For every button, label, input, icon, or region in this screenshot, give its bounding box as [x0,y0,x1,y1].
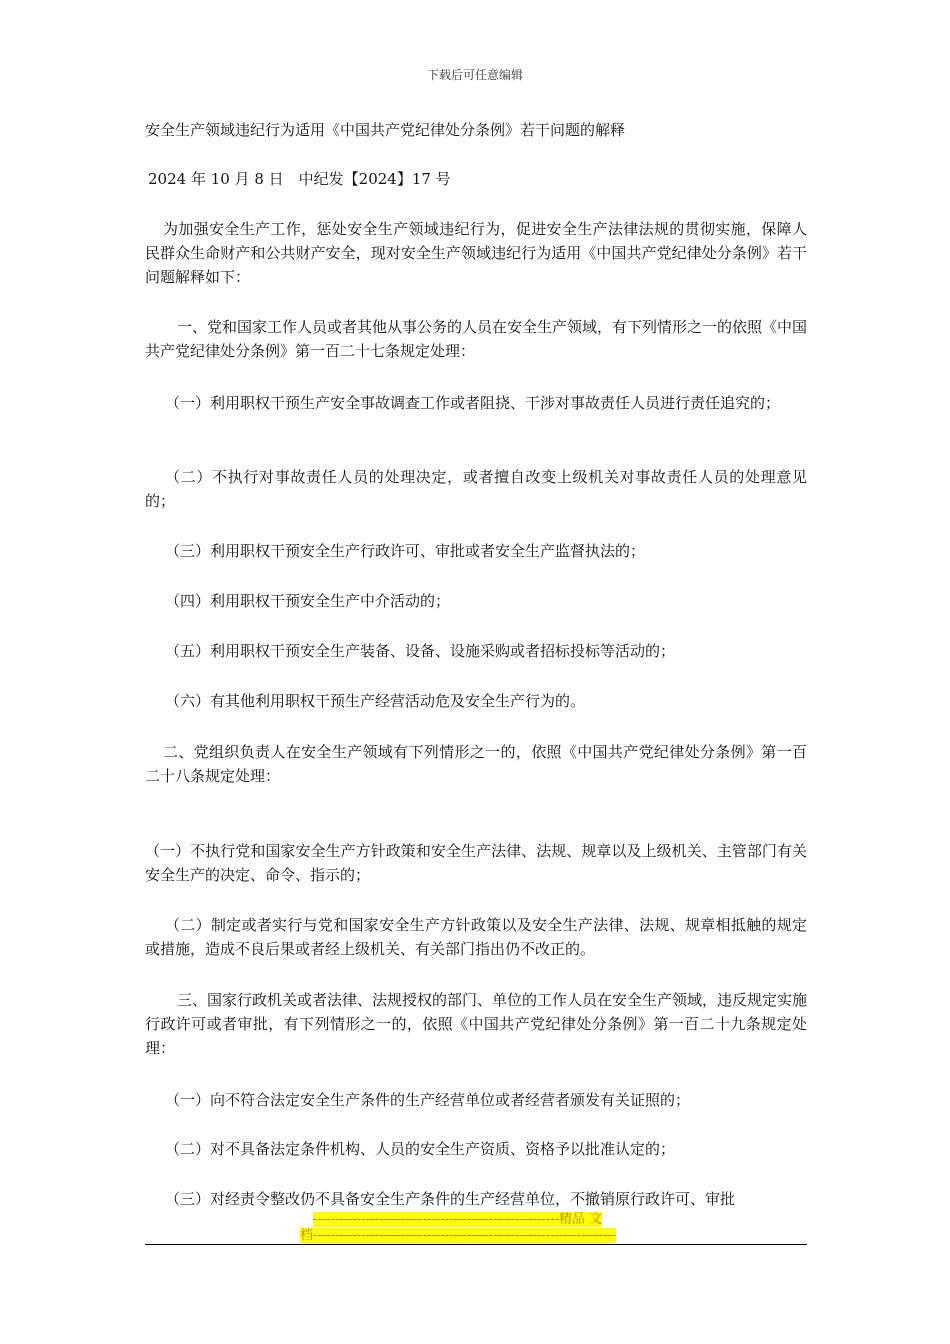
doc-title: 安全生产领域违纪行为适用《中国共产党纪律处分条例》若干问题的解释 [145,121,626,139]
section-3-heading: 三、国家行政机关或者法律、法规授权的部门、单位的工作人员在安全生产领域，违反规定实施行政许可或者审批，有下列情形之一的，依照《中国共产党纪律处分条例》第一百二十九条规定处理： [145,991,808,1057]
footer-divider [145,1244,807,1245]
footer-watermark-line-1 [313,1212,673,1227]
section-2-item-1: （一）不执行党和国家安全生产方针政策和安全生产法律、法规、规章以及上级机关、主管部门有关安全生产的决定、命令、指示的； [145,842,807,884]
footer-mark-text-1: --------------------------------------------------------精品 文 [313,1212,603,1227]
section-1-item-2: （二）不执行对事故责任人员的处理决定，或者擅自改变上级机关对事故责任人员的处理意见的； [145,468,807,510]
footer-mark-text-2: 档--------------------------------------------------------------------- [300,1228,617,1243]
section-1-item-3: （三）利用职权干预安全生产行政许可、审批或者安全生产监督执法的； [165,542,646,560]
section-1-item-5: （五）利用职权干预安全生产装备、设备、设施采购或者招标投标等活动的； [165,642,676,660]
footer-watermark-line-2 [300,1228,660,1243]
header-note: 下载后可任意编辑 [426,68,523,82]
section-3-item-1: （一）向不符合法定安全生产条件的生产经营单位或者经营者颁发有关证照的； [165,1091,691,1109]
section-1-heading: 一、党和国家工作人员或者其他从事公务的人员在安全生产领域，有下列情形之一的依照《中国共产党纪律处分条例》第一百二十七条规定处理： [145,318,808,360]
intro-paragraph: 为加强安全生产工作，惩处安全生产领域违纪行为，促进安全生产法律法规的贯彻实施，保障人民群众生命财产和公共财产安全，现对安全生产领域违纪行为适用《中国共产党纪律处分条例》若干问题解释如下： [145,220,807,286]
section-2-heading: 二、党组织负责人在安全生产领域有下列情形之一的，依照《中国共产党纪律处分条例》第一百二十八条规定处理： [145,743,807,785]
section-1-item-4: （四）利用职权干预安全生产中介活动的； [165,592,451,610]
date-line: 2024 年 10 月 8 日 中纪发【2024】17 号 [148,170,451,188]
section-3-item-2: （二）对不具备法定条件机构、人员的安全生产资质、资格予以批准认定的； [165,1140,676,1158]
section-2-item-2: （二）制定或者实行与党和国家安全生产方针政策以及安全生产法律、法规、规章相抵触的规定或措施，造成不良后果或者经上级机关、有关部门指出仍不改正的。 [145,916,807,958]
section-1-item-6: （六）有其他利用职权干预生产经营活动危及安全生产行为的。 [165,692,586,710]
section-3-item-3: （三）对经责令整改仍不具备安全生产条件的生产经营单位，不撤销原行政许可、审批 [165,1190,736,1208]
section-1-item-1: （一）利用职权干预生产安全事故调查工作或者阻挠、干涉对事故责任人员进行责任追究的； [165,394,781,412]
